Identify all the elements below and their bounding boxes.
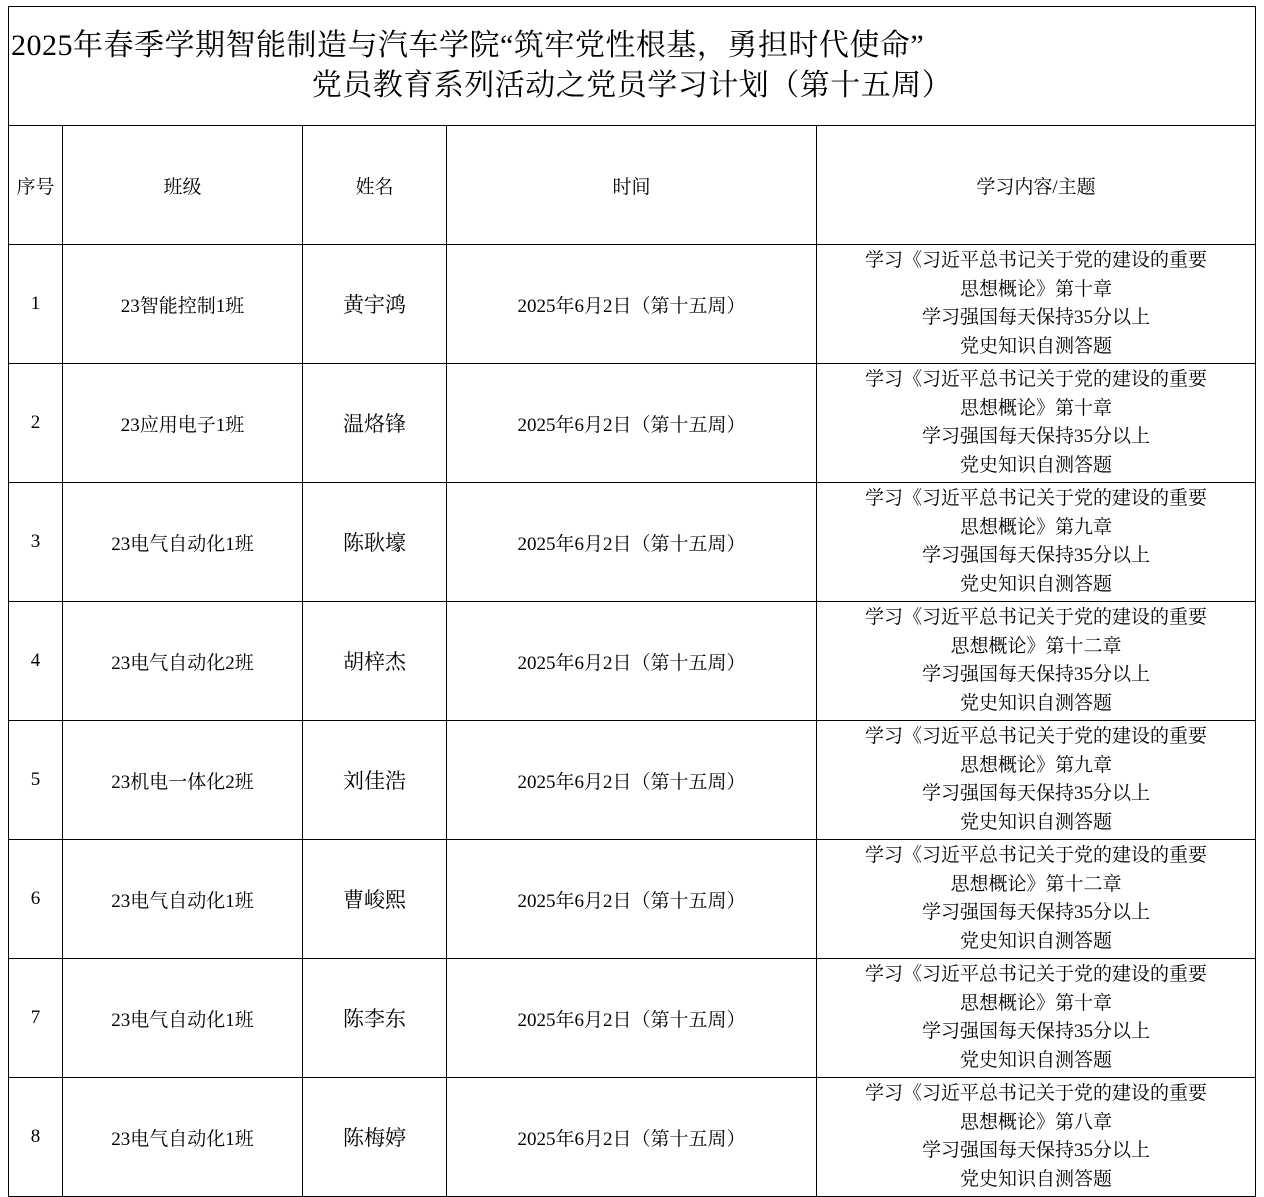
table-row: [9, 840, 1256, 959]
content-line-2: 思想概论》第十二章: [950, 873, 1122, 895]
cell-content: [817, 602, 1256, 721]
cell-time: 2025年6月2日（第十五周）: [447, 959, 817, 1078]
content-line-3: 学习强国每天保持35分以上: [921, 783, 1150, 804]
table-row: [9, 483, 1256, 602]
cell-time: 2025年6月2日（第十五周）: [447, 721, 817, 840]
cell-content: [817, 245, 1256, 364]
cell-name: 陈李东: [303, 959, 447, 1078]
cell-content: [817, 840, 1256, 959]
cell-class: 23智能控制1班: [63, 245, 303, 364]
header-index: 序号: [9, 126, 63, 245]
content-line-4: 党史知识自测答题: [959, 1049, 1112, 1071]
table-row: [9, 1078, 1256, 1197]
cell-content: [817, 483, 1256, 602]
content-line-2: 思想概论》第九章: [959, 516, 1112, 538]
content-line-4: 党史知识自测答题: [959, 692, 1112, 714]
cell-content: [817, 1078, 1256, 1197]
cell-class: 23电气自动化1班: [63, 840, 303, 959]
cell-name: 温烙锋: [303, 364, 447, 483]
content-line-1: 学习《习近平总书记关于党的建设的重要: [864, 488, 1207, 509]
cell-name: 黄宇鸿: [303, 245, 447, 364]
content-line-2: 思想概论》第十章: [959, 278, 1112, 300]
cell-time: 2025年6月2日（第十五周）: [447, 364, 817, 483]
content-line-1: 学习《习近平总书记关于党的建设的重要: [864, 607, 1207, 628]
cell-index: 5: [9, 721, 63, 840]
cell-name: 陈梅婷: [303, 1078, 447, 1197]
content-line-2: 思想概论》第八章: [959, 1111, 1112, 1133]
cell-name: 陈耿壕: [303, 483, 447, 602]
table-row: [9, 364, 1256, 483]
content-line-1: 学习《习近平总书记关于党的建设的重要: [864, 964, 1207, 985]
table-row: [9, 602, 1256, 721]
cell-class: 23应用电子1班: [63, 364, 303, 483]
cell-class: 23电气自动化1班: [63, 483, 303, 602]
cell-content: [817, 959, 1256, 1078]
content-line-3: 学习强国每天保持35分以上: [921, 902, 1150, 923]
content-line-1: 学习《习近平总书记关于党的建设的重要: [864, 726, 1207, 747]
table-header-row: [9, 126, 1256, 245]
cell-index: 3: [9, 483, 63, 602]
cell-index: 6: [9, 840, 63, 959]
content-line-4: 党史知识自测答题: [959, 454, 1112, 476]
title-line-2: 党员教育系列活动之党员学习计划（第十五周）: [311, 69, 953, 102]
cell-time: 2025年6月2日（第十五周）: [447, 1078, 817, 1197]
cell-index: 7: [9, 959, 63, 1078]
content-line-1: 学习《习近平总书记关于党的建设的重要: [864, 250, 1207, 271]
cell-class: 23电气自动化2班: [63, 602, 303, 721]
header-time: 时间: [447, 126, 817, 245]
cell-time: 2025年6月2日（第十五周）: [447, 840, 817, 959]
study-plan-table: [8, 6, 1256, 1197]
cell-index: 2: [9, 364, 63, 483]
content-line-1: 学习《习近平总书记关于党的建设的重要: [864, 845, 1207, 866]
cell-class: 23机电一体化2班: [63, 721, 303, 840]
document-title: [9, 7, 1256, 126]
cell-time: 2025年6月2日（第十五周）: [447, 602, 817, 721]
header-class: 班级: [63, 126, 303, 245]
table-row: [9, 245, 1256, 364]
content-line-3: 学习强国每天保持35分以上: [921, 426, 1150, 447]
content-line-3: 学习强国每天保持35分以上: [921, 664, 1150, 685]
content-line-4: 党史知识自测答题: [959, 335, 1112, 357]
cell-class: 23电气自动化1班: [63, 959, 303, 1078]
header-name: 姓名: [303, 126, 447, 245]
cell-index: 8: [9, 1078, 63, 1197]
content-line-2: 思想概论》第十二章: [950, 635, 1122, 657]
cell-index: 4: [9, 602, 63, 721]
content-line-1: 学习《习近平总书记关于党的建设的重要: [864, 1083, 1207, 1104]
header-content: 学习内容/主题: [817, 126, 1256, 245]
content-line-2: 思想概论》第十章: [959, 397, 1112, 419]
content-line-4: 党史知识自测答题: [959, 573, 1112, 595]
table-row: [9, 721, 1256, 840]
title-row: [9, 7, 1256, 126]
title-line-1: 2025年春季学期智能制造与汽车学院“筑牢党性根基，勇担时代使命”: [11, 29, 925, 63]
content-line-2: 思想概论》第九章: [959, 754, 1112, 776]
cell-content: [817, 364, 1256, 483]
content-line-4: 党史知识自测答题: [959, 811, 1112, 833]
cell-time: 2025年6月2日（第十五周）: [447, 483, 817, 602]
cell-index: 1: [9, 245, 63, 364]
content-line-4: 党史知识自测答题: [959, 1168, 1112, 1190]
cell-class: 23电气自动化1班: [63, 1078, 303, 1197]
cell-name: 曹峻熙: [303, 840, 447, 959]
cell-time: 2025年6月2日（第十五周）: [447, 245, 817, 364]
cell-name: 刘佳浩: [303, 721, 447, 840]
content-line-3: 学习强国每天保持35分以上: [921, 1140, 1150, 1161]
table-row: [9, 959, 1256, 1078]
cell-content: [817, 721, 1256, 840]
content-line-4: 党史知识自测答题: [959, 930, 1112, 952]
cell-name: 胡梓杰: [303, 602, 447, 721]
content-line-3: 学习强国每天保持35分以上: [921, 1021, 1150, 1042]
content-line-3: 学习强国每天保持35分以上: [921, 307, 1150, 328]
content-line-1: 学习《习近平总书记关于党的建设的重要: [864, 369, 1207, 390]
content-line-2: 思想概论》第十章: [959, 992, 1112, 1014]
content-line-3: 学习强国每天保持35分以上: [921, 545, 1150, 566]
